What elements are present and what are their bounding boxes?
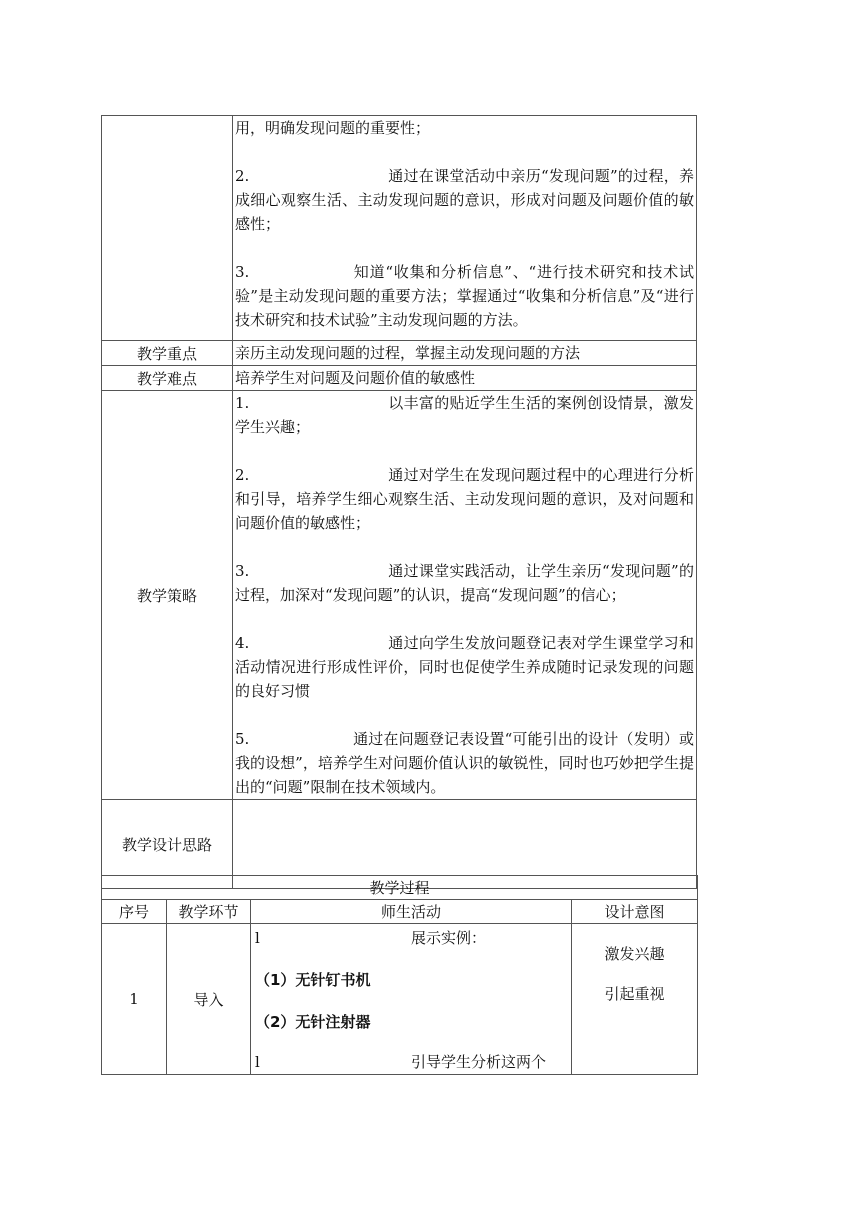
objectives-row: [102, 116, 697, 341]
item-text: 通过对学生在发现问题过程中的心理进行分析和引导，培养学生细心观察生活、主动发现问题的意识，及对问题和问题价值的敏感性；: [235, 466, 694, 532]
row1-purpose-cell: [572, 924, 698, 1075]
item-text: 通过课堂实践活动，让学生亲历“发现问题”的过程，加深对“发现问题”的认识，提高“发现问题”的信心；: [235, 562, 694, 604]
strategy-row: [102, 391, 697, 800]
objectives-content-cell: [233, 116, 697, 341]
strategy-content-cell: [233, 391, 697, 800]
header-purpose: 设计意图: [572, 900, 698, 924]
header-seq: 序号: [102, 900, 167, 924]
strategy-item-5: [235, 727, 694, 799]
key-points-value: 亲历主动发现问题的过程，掌握主动发现问题的方法: [233, 341, 697, 366]
activity-line-1: [255, 926, 567, 950]
item-number: 5.: [235, 730, 250, 748]
objectives-line0: 用，明确发现问题的重要性；: [235, 119, 431, 137]
item-number: 4.: [235, 634, 250, 652]
difficulties-row: [102, 366, 697, 391]
strategy-item-1: [235, 391, 694, 439]
difficulties-label: 教学难点: [102, 366, 233, 391]
design-idea-label: 教学设计思路: [102, 800, 233, 889]
item-text: 知道“收集和分析信息”、“进行技术研究和技术试验”是主动发现问题的重要方法；掌握通过“收集和分析信息”及“进行技术研究和技术试验”主动发现问题的方法。: [235, 263, 694, 329]
bullet-marker: l: [255, 929, 260, 947]
lesson-plan-table: [101, 115, 697, 889]
item-text: 通过在课堂活动中亲历“发现问题”的过程，养成细心观察生活、主动发现问题的意识，形成对问题及问题价值的敏感性；: [235, 167, 694, 233]
purpose-line-1: 激发兴趣: [604, 945, 665, 963]
row1-step: 导入: [167, 924, 251, 1075]
teaching-process-table: [101, 875, 698, 1075]
header-activity: 师生活动: [251, 900, 572, 924]
header-step: 教学环节: [167, 900, 251, 924]
item-number: 3.: [235, 562, 250, 580]
key-points-label: 教学重点: [102, 341, 233, 366]
row1-seq: 1: [102, 924, 167, 1075]
item-text: 通过在问题登记表设置“可能引出的设计（发明）或我的设想”，培养学生对问题价值认识的敏锐性，同时也巧妙把学生提出的“问题”限制在技术领域内。: [235, 730, 694, 796]
objectives-label-cell: [102, 116, 233, 341]
example-2: （2）无针注射器: [255, 1013, 371, 1031]
item-number: 2.: [235, 167, 250, 185]
bullet-marker: l: [255, 1053, 260, 1071]
strategy-item-4: [235, 631, 694, 703]
activity-line-2: [255, 1050, 567, 1074]
row1-activity-cell: [251, 924, 572, 1075]
objectives-item-2: [235, 164, 694, 236]
process-title-row: [102, 876, 698, 900]
activity-text: 展示实例：: [411, 929, 487, 947]
strategy-label: 教学策略: [102, 391, 233, 800]
item-text: 通过向学生发放问题登记表对学生课堂学习和活动情况进行形成性评价，同时也促使学生养成随时记录发现的问题的良好习惯: [235, 634, 694, 700]
process-title: 教学过程: [102, 876, 698, 900]
purpose-line-2: 引起重视: [604, 985, 665, 1003]
item-number: 2.: [235, 466, 250, 484]
key-points-row: [102, 341, 697, 366]
strategy-item-2: [235, 463, 694, 535]
strategy-item-3: [235, 559, 694, 607]
item-text: 以丰富的贴近学生生活的案例创设情景，激发学生兴趣；: [235, 394, 694, 436]
process-row-1: [102, 924, 698, 1075]
difficulties-value: 培养学生对问题及问题价值的敏感性: [233, 366, 697, 391]
process-header-row: [102, 900, 698, 924]
activity-text: 引导学生分析这两个: [411, 1053, 547, 1071]
item-number: 1.: [235, 394, 250, 412]
item-number: 3.: [235, 263, 250, 281]
example-1: （1）无针钉书机: [255, 971, 371, 989]
objectives-item-3: [235, 260, 694, 332]
